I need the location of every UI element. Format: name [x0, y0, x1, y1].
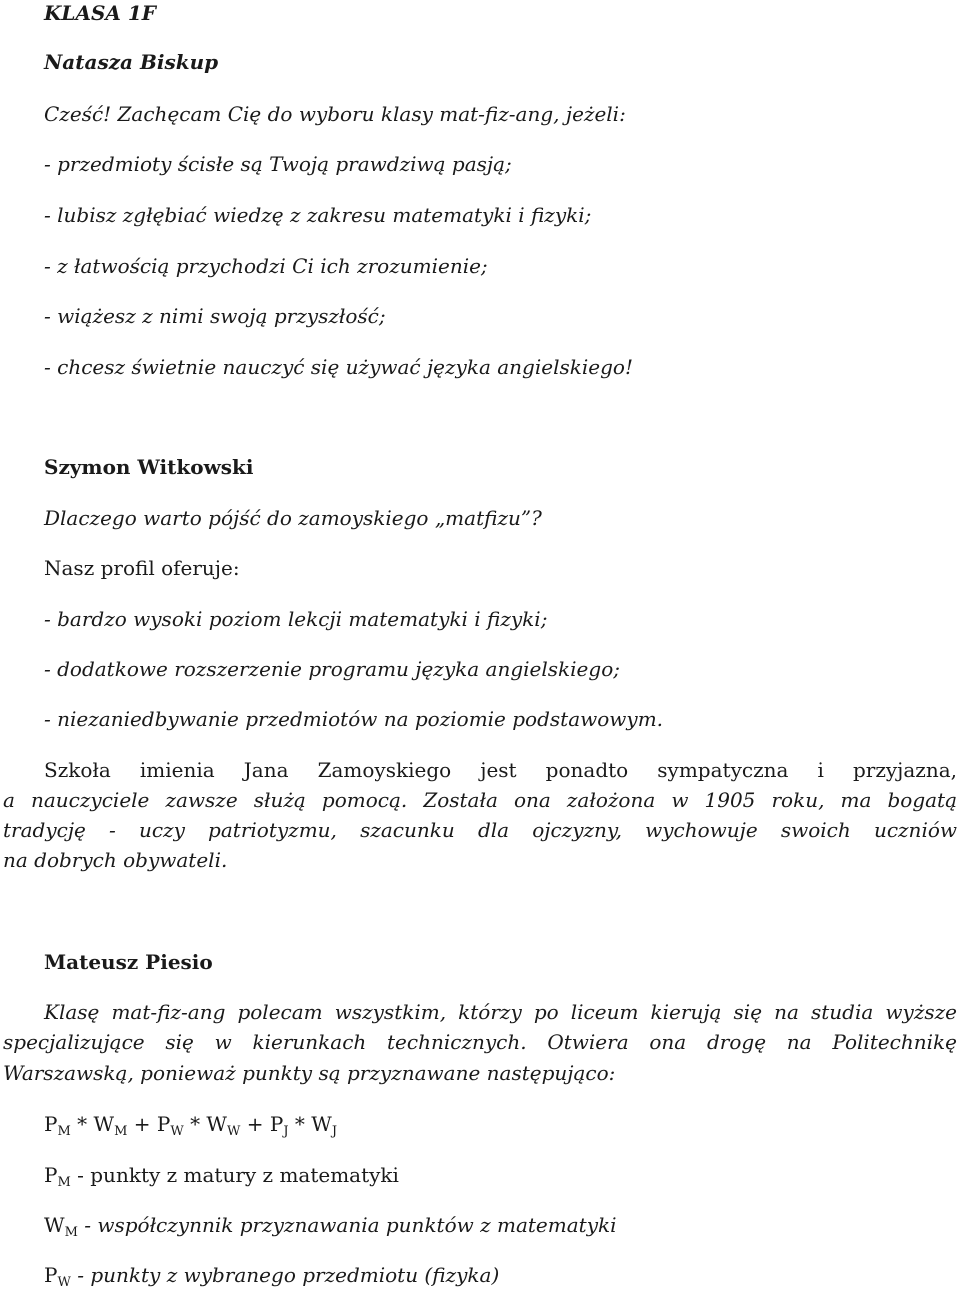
question-text: Dlaczego warto pójść do zamoyskiego „matfizu”? — [44, 506, 542, 530]
definition-line: $W_M$ - współczynnik przyznawania punktów z matematyki — [44, 1213, 617, 1240]
list-item: - bardzo wysoki poziom lekcji matematyki i fizyki; — [44, 607, 548, 631]
definition-line: $P_M$ - punkty z matury z matematyki — [44, 1163, 399, 1190]
paragraph-line: a nauczyciele zawsze służą pomocą. Została ona założona w 1905 roku, ma bogatą — [3, 788, 957, 812]
paragraph-line: Szkoła imienia Jana Zamoyskiego jest ponadto sympatyczna i przyjazna, — [44, 758, 957, 782]
list-item: - z łatwością przychodzi Ci ich zrozumienie; — [44, 254, 488, 278]
list-item: - przedmioty ścisłe są Twoją prawdziwą pasją; — [44, 152, 512, 176]
intro-text: Cześć! Zachęcam Cię do wyboru klasy mat-fiz-ang, jeżeli: — [44, 102, 626, 126]
definition-line: $P_W$ - punkty z wybranego przedmiotu (fizyka) — [44, 1263, 500, 1290]
list-item: - lubisz zgłębiać wiedzę z zakresu matematyki i fizyki; — [44, 203, 592, 227]
author-szymon: Szymon Witkowski — [44, 455, 254, 479]
author-natasza: Natasza Biskup — [44, 50, 219, 74]
points-formula: $P_M * W_M + P_W * W_W + P_J * W_J$ — [44, 1112, 338, 1139]
class-title: KLASA 1F — [44, 1, 157, 25]
lead-text: Nasz profil oferuje: — [44, 556, 240, 580]
author-mateusz: Mateusz Piesio — [44, 950, 213, 974]
list-item: - chcesz świetnie nauczyć się używać języka angielskiego! — [44, 355, 633, 379]
paragraph-line: tradycję - uczy patriotyzmu, szacunku dla ojczyzny, wychowuje swoich uczniów — [3, 818, 957, 842]
list-item: - dodatkowe rozszerzenie programu języka angielskiego; — [44, 657, 620, 681]
paragraph-line: specjalizujące się w kierunkach technicznych. Otwiera ona drogę na Politechnikę — [3, 1030, 957, 1054]
paragraph-line: na dobrych obywateli. — [3, 848, 228, 872]
list-item: - niezaniedbywanie przedmiotów na poziomie podstawowym. — [44, 707, 664, 731]
list-item: - wiążesz z nimi swoją przyszłość; — [44, 304, 386, 328]
paragraph-line: Klasę mat-fiz-ang polecam wszystkim, którzy po liceum kierują się na studia wyższe — [44, 1000, 957, 1024]
paragraph-line: Warszawską, ponieważ punkty są przyznawane następująco: — [3, 1061, 616, 1085]
